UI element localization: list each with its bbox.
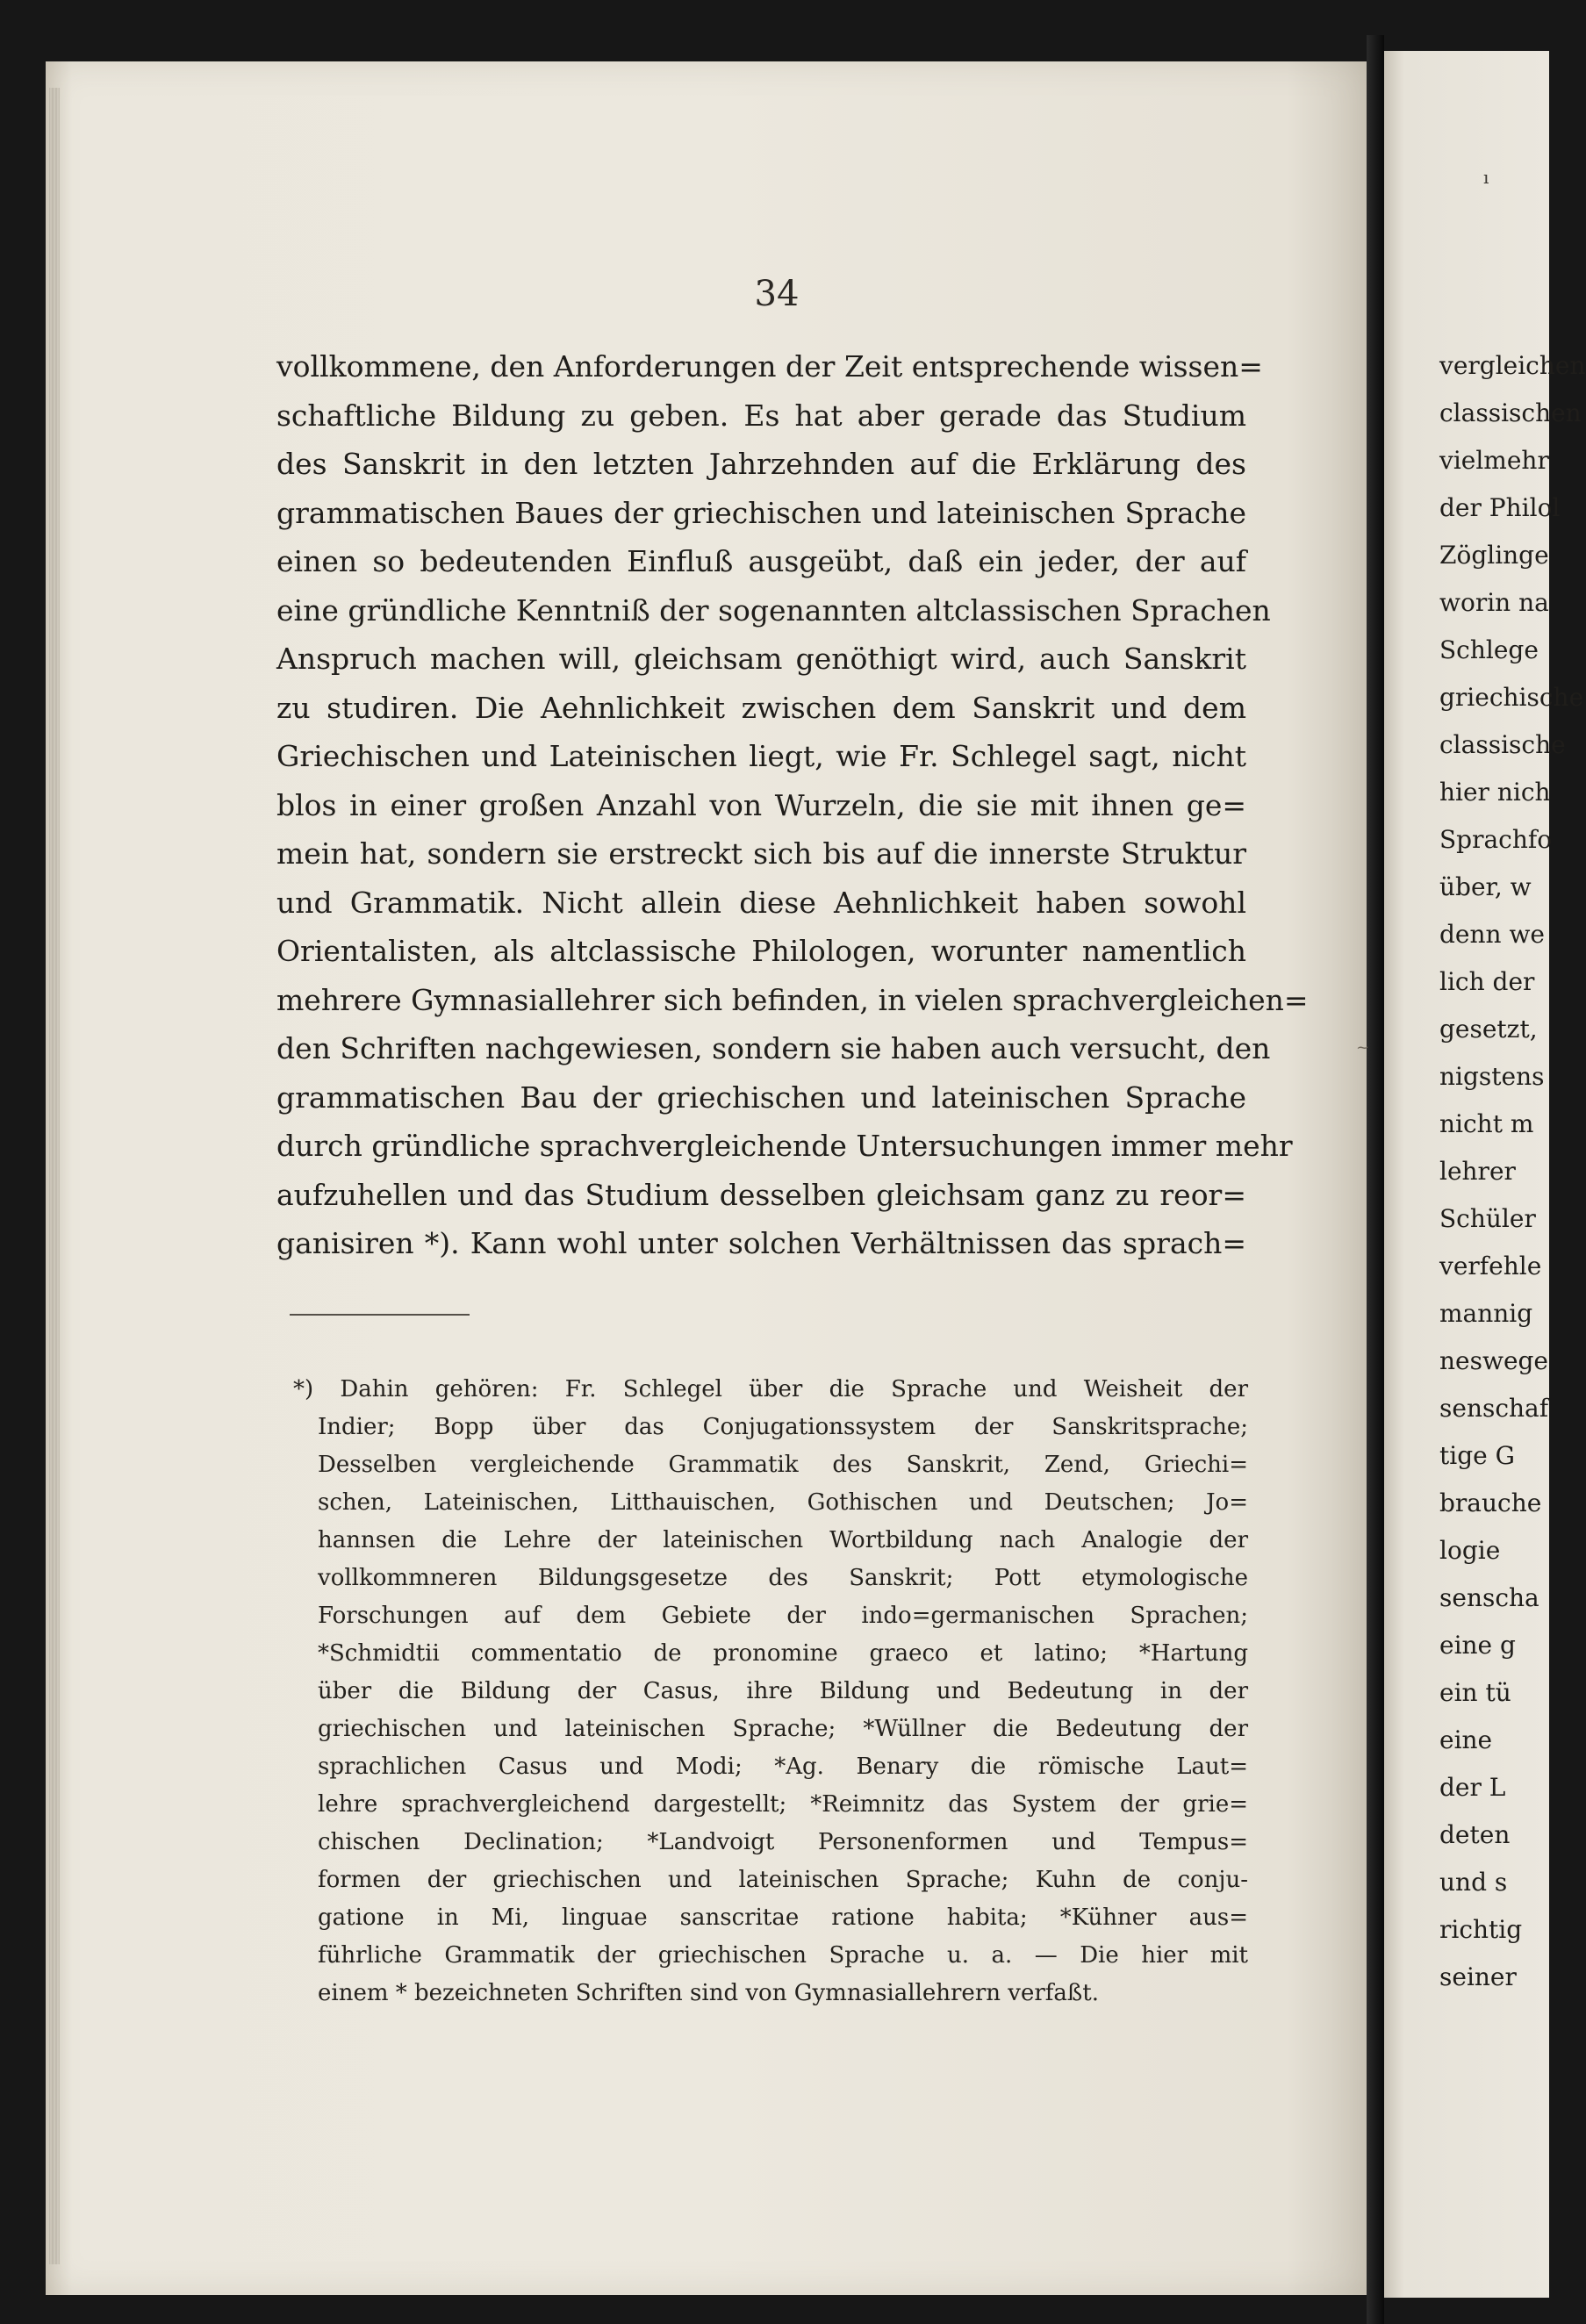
text-line: Anspruch machen will, gleichsam genöthigt wird, auch Sanskrit	[276, 642, 1246, 676]
right-page-word: gesetzt,	[1439, 1015, 1538, 1044]
footnote-line: formen der griechischen und lateinischen Sprache; Kuhn de conju-	[318, 1867, 1248, 1893]
right-page-word: seiner	[1439, 1962, 1517, 1991]
right-page-word: denn we	[1439, 920, 1545, 949]
text-line: mein hat, sondern sie erstreckt sich bis auf die innerste Struktur	[276, 836, 1246, 871]
right-page-word: neswege	[1439, 1346, 1549, 1375]
right-page-word: eine g	[1439, 1631, 1516, 1660]
footnote-line: hannsen die Lehre der lateinischen Wortbildung nach Analogie der	[318, 1527, 1248, 1553]
text-line: Griechischen und Lateinischen liegt, wie Fr. Schlegel sagt, nicht	[276, 739, 1246, 773]
footnote-block	[293, 1371, 1248, 2012]
right-page-word: brauche	[1439, 1488, 1542, 1517]
text-line: eine gründliche Kenntniß der sogenannten altclassischen Sprachen	[276, 592, 1271, 628]
text-line: einen so bedeutenden Einfluß ausgeübt, daß ein jeder, der auf	[276, 544, 1246, 578]
right-page-word: ein tü	[1439, 1678, 1511, 1707]
page-mark-icon: ı	[1483, 167, 1489, 188]
right-page-word: griechische	[1439, 683, 1584, 712]
text-line: grammatischen Bau der griechischen und lateinischen Sprache	[276, 1080, 1246, 1115]
right-page-word: senscha	[1439, 1583, 1539, 1612]
text-line: aufzuhellen und das Studium desselben gleichsam ganz zu reor=	[276, 1177, 1246, 1212]
right-page-word: Schlege	[1439, 635, 1539, 664]
right-page-word: worin na	[1439, 588, 1549, 617]
footnote-line: vollkommneren Bildungsgesetze des Sanskrit; Pott etymologische	[318, 1565, 1248, 1591]
text-line: schaftliche Bildung zu geben. Es hat aber gerade das Studium	[276, 398, 1246, 433]
book-gutter	[1367, 35, 1384, 2324]
text-line: zu studiren. Die Aehnlichkeit zwischen dem Sanskrit und dem	[276, 690, 1246, 725]
text-line: des Sanskrit in den letzten Jahrzehnden auf die Erklärung des	[276, 447, 1246, 481]
main-text-block	[276, 342, 1309, 1268]
right-page-word: und s	[1439, 1868, 1508, 1897]
footnote-line: Forschungen auf dem Gebiete der indo=germanischen Sprachen;	[318, 1603, 1248, 1629]
text-line: vollkommene, den Anforderungen der Zeit entsprechende wissen=	[276, 349, 1263, 384]
right-page-word: tige G	[1439, 1441, 1515, 1470]
right-page-word: der L	[1439, 1773, 1506, 1802]
text-line: blos in einer großen Anzahl von Wurzeln, die sie mit ihnen ge=	[276, 787, 1246, 822]
right-page-word: verfehle	[1439, 1252, 1542, 1280]
right-page-word: vielmehr	[1439, 446, 1549, 475]
right-page-word: der Philol	[1439, 493, 1561, 522]
text-line: mehrere Gymnasiallehrer sich befinden, in vielen sprachvergleichen=	[276, 982, 1309, 1017]
gutter-mark-icon: ~	[1356, 1038, 1370, 1057]
text-line: Orientalisten, als altclassische Philologen, worunter namentlich	[276, 934, 1246, 968]
page-stack-edge	[49, 88, 60, 2264]
right-page-word: senschaf	[1439, 1394, 1549, 1423]
right-page-word: classischen	[1439, 398, 1582, 427]
right-page-word: classische	[1439, 730, 1566, 759]
footnote-line: führliche Grammatik der griechischen Sprache u. a. — Die hier mit	[318, 1942, 1248, 1969]
footnote-line: *) Dahin gehören: Fr. Schlegel über die Sprache und Weisheit der	[293, 1376, 1248, 1402]
footnote-line: sprachlichen Casus und Modi; *Ag. Benary die römische Laut=	[318, 1754, 1248, 1780]
footnote-line: chischen Declination; *Landvoigt Personenformen und Tempus=	[318, 1829, 1248, 1855]
right-page-word: deten	[1439, 1820, 1511, 1849]
right-page-word: lich der	[1439, 967, 1535, 996]
right-page-word: logie	[1439, 1536, 1501, 1565]
right-page-word: Schüler	[1439, 1204, 1536, 1233]
footnote-separator	[290, 1314, 470, 1316]
right-page-text-fragments	[1439, 342, 1586, 2001]
text-line: durch gründliche sprachvergleichende Untersuchungen immer mehr	[276, 1129, 1293, 1163]
text-line: ganisiren *). Kann wohl unter solchen Verhältnissen das sprach=	[276, 1226, 1246, 1260]
right-page-word: mannig	[1439, 1299, 1533, 1328]
text-line: grammatischen Baues der griechischen und lateinischen Sprache	[276, 495, 1246, 530]
footnote-line: lehre sprachvergleichend dargestellt; *Reimnitz das System der grie=	[318, 1791, 1248, 1818]
footnote-line: gatione in Mi, linguae sanscritae ratione habita; *Kühner aus=	[318, 1904, 1248, 1931]
right-page-word: nicht m	[1439, 1109, 1534, 1138]
right-page-word: Zöglinge	[1439, 541, 1549, 570]
page-number: 34	[754, 274, 800, 314]
right-page-word: hier nich	[1439, 778, 1551, 807]
right-page-word: über, w	[1439, 872, 1532, 901]
footnote-line: einem * bezeichneten Schriften sind von Gymnasiallehrern verfaßt.	[318, 1980, 1099, 2006]
text-line: den Schriften nachgewiesen, sondern sie haben auch versucht, den	[276, 1031, 1271, 1065]
right-page-word: Sprachfo	[1439, 825, 1553, 854]
footnote-line: *Schmidtii commentatio de pronomine graeco et latino; *Hartung	[318, 1640, 1248, 1667]
right-page-word: vergleichen	[1439, 351, 1586, 380]
text-line: und Grammatik. Nicht allein diese Aehnlichkeit haben sowohl	[276, 885, 1246, 920]
right-page-word: eine	[1439, 1725, 1493, 1754]
right-page-word: nigstens	[1439, 1062, 1545, 1091]
right-page-word: lehrer	[1439, 1157, 1516, 1186]
right-page-word: richtig	[1439, 1915, 1523, 1944]
footnote-line: schen, Lateinischen, Litthauischen, Gothischen und Deutschen; Jo=	[318, 1489, 1248, 1516]
footnote-line: griechischen und lateinischen Sprache; *Wüllner die Bedeutung der	[318, 1716, 1248, 1742]
footnote-line: Desselben vergleichende Grammatik des Sanskrit, Zend, Griechi=	[318, 1452, 1248, 1478]
footnote-line: Indier; Bopp über das Conjugationssystem der Sanskritsprache;	[318, 1414, 1248, 1440]
footnote-line: über die Bildung der Casus, ihre Bildung und Bedeutung in der	[318, 1678, 1248, 1704]
